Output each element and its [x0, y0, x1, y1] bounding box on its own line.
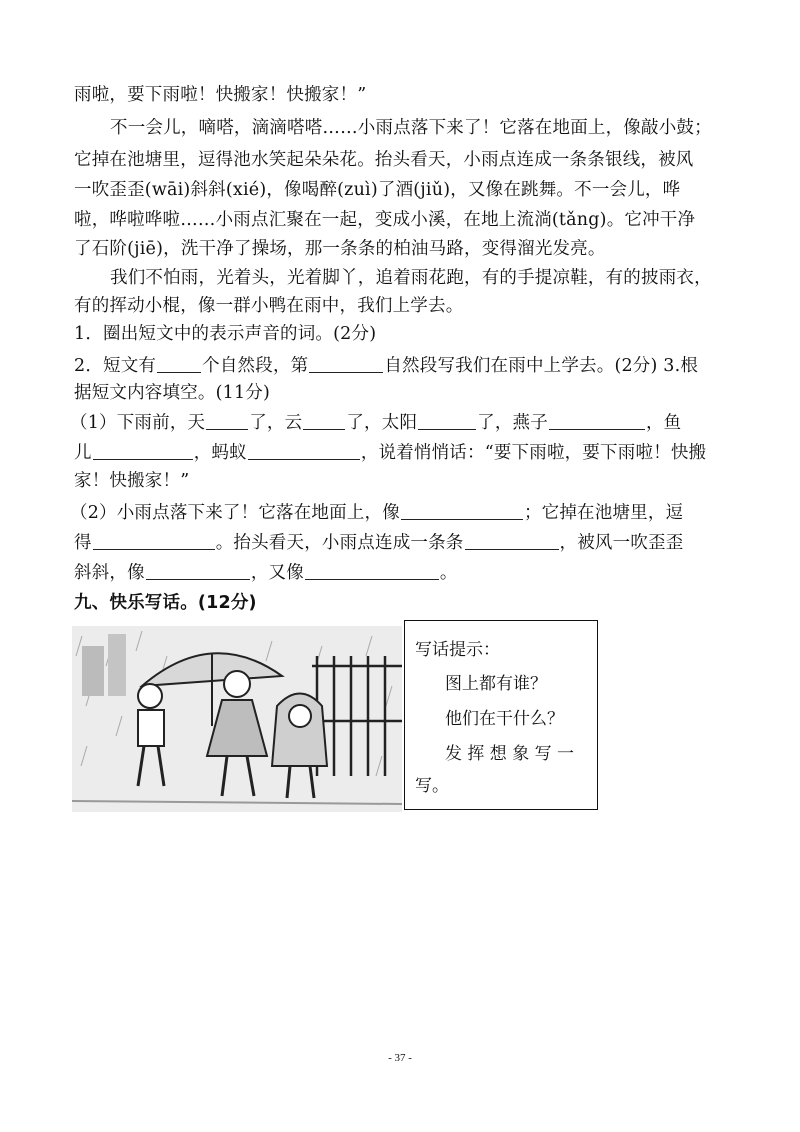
- answer-blank[interactable]: [418, 411, 476, 430]
- tip-3: 发 挥 想 象 写 一: [445, 744, 575, 764]
- tip-2: 他们在干什么？: [445, 709, 564, 729]
- passage-line-8: 有的挥动小棍，像一群小鸭在雨中，我们上学去。: [74, 296, 464, 316]
- question-2: [74, 353, 734, 379]
- subquestion-2-line-1: [70, 500, 730, 526]
- passage-line-3: 它掉在池塘里，逗得池水笑起朵朵花。抬头看天，小雨点连成一条条银线，被风: [74, 150, 694, 170]
- question-3-title: 据短文内容填空。(11分): [74, 383, 271, 403]
- passage-line-2: 不一会儿，嘀嗒，滴滴嗒嗒……小雨点落下来了！它落在地面上，像敲小鼓；: [110, 118, 712, 138]
- question-2-text-a: 2．短文有: [74, 356, 157, 376]
- tips-title: 写话提示：: [415, 640, 500, 660]
- subquestion-text: 了，燕子: [477, 413, 548, 433]
- section-9-heading: 九、快乐写话。(12分): [74, 593, 257, 613]
- answer-blank[interactable]: [309, 354, 383, 373]
- answer-blank[interactable]: [549, 411, 645, 430]
- passage-line-4: 一吹歪歪(wāi)斜斜(xié)，像喝醉(zuì)了酒(jiǔ)，又像在跳舞。不一会儿，哗: [74, 180, 681, 200]
- subquestion-text: 了，云: [249, 413, 303, 433]
- question-2-text-c: 自然段写我们在雨中上学去。(2分) 3.根: [384, 356, 699, 376]
- answer-blank[interactable]: [93, 441, 193, 460]
- subquestion-text: 。抬头看天，小雨点连成一条条: [215, 533, 464, 553]
- subquestion-text: 斜斜，像: [74, 563, 145, 583]
- answer-blank[interactable]: [303, 411, 345, 430]
- subquestion-text: ，蚂蚁: [193, 443, 247, 463]
- subquestion-1-line-1: [70, 410, 730, 436]
- subquestion-text: （1）下雨前，天: [70, 413, 206, 433]
- answer-blank[interactable]: [305, 561, 439, 580]
- passage-line-1: 雨啦，要下雨啦！快搬家！快搬家！”: [74, 85, 367, 105]
- question-1: 1．圈出短文中的表示声音的词。(2分): [74, 324, 377, 344]
- rain-illustration: [72, 626, 402, 812]
- children-in-rain-drawing: [72, 626, 402, 812]
- subquestion-1-line-2: [74, 440, 734, 466]
- subquestion-text: ，鱼: [645, 413, 682, 433]
- subquestion-2-line-3: [74, 560, 734, 586]
- subquestion-text: 得: [74, 533, 92, 553]
- writing-tips-box: [404, 620, 598, 810]
- passage-line-5: 啦，哗啦哗啦……小雨点汇聚在一起，变成小溪，在地上流淌(tǎng)。它冲干净: [74, 210, 696, 230]
- passage-line-6: 了石阶(jiē)，洗干净了操场，那一条条的柏油马路，变得溜光发亮。: [74, 239, 606, 259]
- subquestion-text: 儿: [74, 443, 92, 463]
- answer-blank[interactable]: [206, 411, 248, 430]
- question-2-text-b: 个自然段，第: [202, 356, 309, 376]
- answer-blank[interactable]: [157, 354, 201, 373]
- tip-1: 图上都有谁？: [445, 674, 547, 694]
- subquestion-1-line-3: 家！快搬家！”: [74, 471, 190, 491]
- page-number: - 37 -: [388, 1052, 412, 1064]
- subquestion-text: ；它掉在池塘里，逗: [523, 503, 684, 523]
- answer-blank[interactable]: [401, 501, 523, 520]
- subquestion-text: ，说着悄悄话：“要下雨啦，要下雨啦！快搬: [360, 443, 707, 463]
- answer-blank[interactable]: [146, 561, 250, 580]
- subquestion-text: （2）小雨点落下来了！它落在地面上，像: [70, 503, 400, 523]
- passage-line-7: 我们不怕雨，光着头，光着脚丫，追着雨花跑，有的手提凉鞋，有的披雨衣，: [110, 268, 712, 288]
- subquestion-2-line-2: [74, 530, 734, 556]
- answer-blank[interactable]: [465, 531, 559, 550]
- answer-blank[interactable]: [248, 441, 360, 460]
- subquestion-text: 。: [439, 563, 458, 583]
- subquestion-text: 了，太阳: [346, 413, 418, 433]
- subquestion-text: ，被风一吹歪歪: [559, 533, 684, 553]
- answer-blank[interactable]: [93, 531, 215, 550]
- tip-4: 写。: [415, 776, 449, 796]
- subquestion-text: ，又像: [250, 563, 304, 583]
